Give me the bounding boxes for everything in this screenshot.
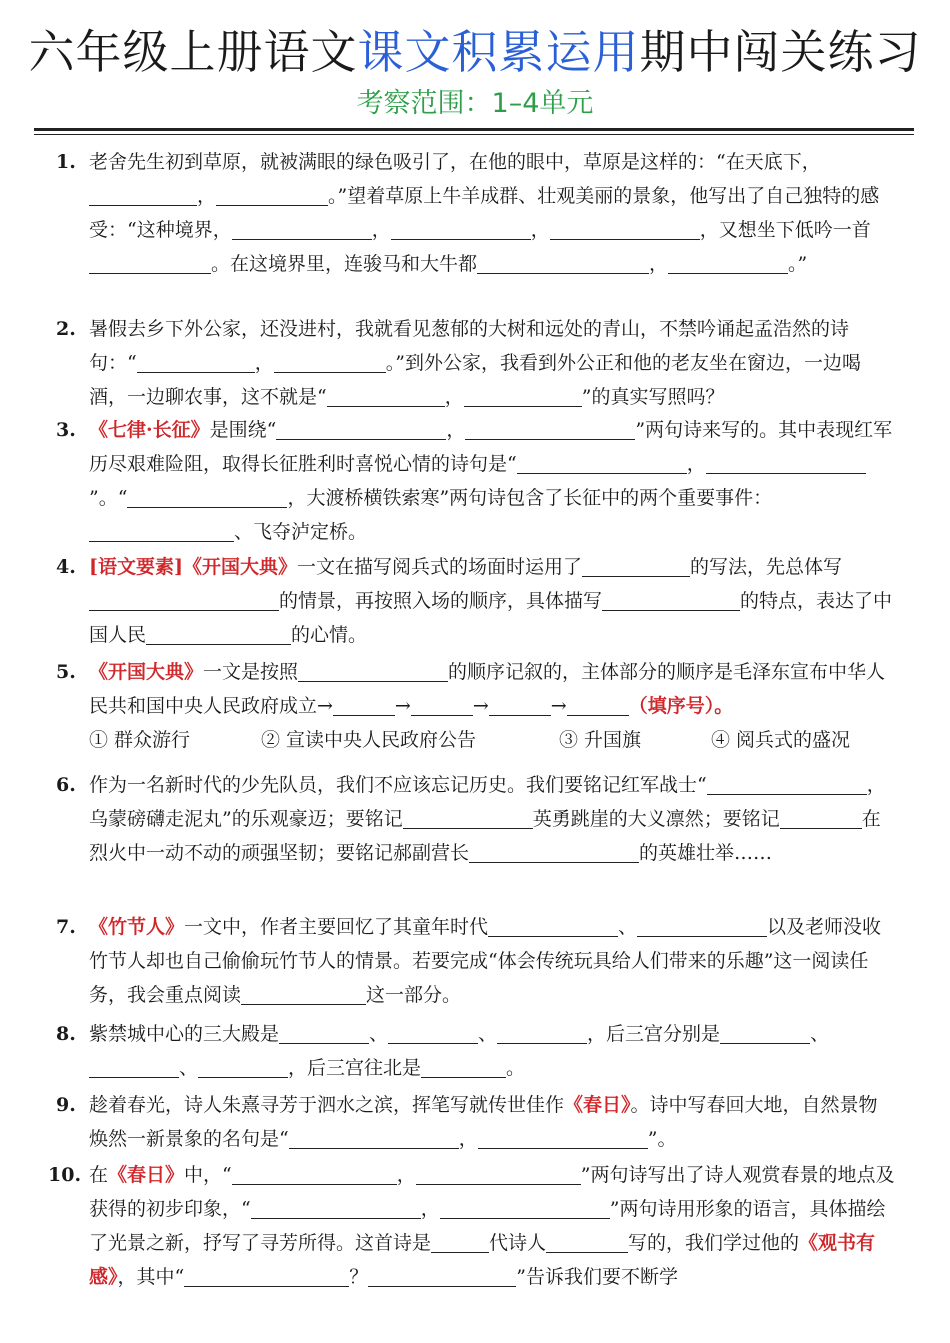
question-text: 在 [89,1164,109,1186]
question-text: ， [254,352,274,374]
answer-blank[interactable] [241,982,366,1005]
question-text: 。” [788,253,808,275]
answer-blank[interactable] [411,693,473,716]
question-text: 的情景，再按照入场的顺序，具体描写 [279,590,603,612]
question-text: ，乌蒙磅礴走泥丸”的乐观豪迈；要铭记 [89,774,886,830]
question-text: ”的真实写照吗？ [581,386,725,408]
header-divider-thick [34,128,914,131]
answer-blank[interactable] [403,806,533,829]
question-text: 一文是按照 [203,661,299,683]
answer-blank[interactable] [780,806,862,829]
answer-blank[interactable] [567,693,629,716]
question-text: 。”到外公家，我看到外公正和他的老友坐在窗边，一边喝酒，一边聊农事，这不就是“ [89,352,861,408]
question-number: 10. [48,1164,82,1186]
question-text: 的顺序记叙的，主体部分的顺序是毛泽东宣布中华人民共和国中央人民政府成立→ [89,661,886,717]
question-text: 在烈火中一动不动的顽强坚韧；要铭记郝副营长 [89,808,881,864]
question-text: ，后三宫往北是 [288,1057,422,1079]
text-title-highlight: 《七律·长征》 [89,419,210,441]
answer-blank[interactable] [276,417,446,440]
question-10 [48,1158,896,1294]
question-text: 老舍先生初到草原，就被满眼的绿色吸引了，在他的眼中，草原是这样的：“在天底下， [89,151,821,173]
question-4 [56,550,896,652]
answer-blank[interactable] [465,417,635,440]
answer-blank[interactable] [497,1021,587,1044]
question-text: 趁着春光，诗人朱熹寻芳于泗水之滨，挥笔写就传世佳作 [89,1094,565,1116]
answer-blank[interactable] [469,840,639,863]
question-text: 一文中，作者主要回忆了其童年时代 [184,916,489,938]
question-body [89,550,896,652]
question-7 [56,910,896,1012]
question-body [89,145,896,281]
question-text: 、 [478,1023,498,1045]
answer-blank[interactable] [546,1230,628,1253]
answer-blank[interactable] [184,1264,349,1287]
question-number: 1. [56,151,76,173]
question-text: 一文在描写阅兵式的场面时运用了 [296,556,582,578]
question-number: 2. [56,318,76,340]
question-text: 暑假去乡下外公家，还没进村，我就看见葱郁的大树和远处的青山，不禁吟诵起孟浩然的诗句：“ [89,318,850,374]
question-text: 中，“ [184,1164,232,1186]
answer-blank[interactable] [388,1021,478,1044]
option-2: ② 宣读中央人民政府公告 [261,729,477,751]
answer-blank[interactable] [720,1021,810,1044]
question-number: 8. [56,1023,76,1045]
answer-blank[interactable] [464,384,582,407]
text-title-highlight: [语文要素]《开国大典》 [89,556,297,578]
answer-blank[interactable] [668,251,788,274]
question-text: ， [420,1198,440,1220]
question-text: 。在这境界里，连骏马和大牛都 [211,253,478,275]
option-1: ① 群众游行 [89,729,191,751]
question-text: ， [686,453,706,475]
question-text: ， [530,219,550,241]
question-text: 。 [506,1057,526,1079]
arrow-icon: → [550,695,567,717]
answer-blank[interactable] [89,251,211,274]
answer-blank[interactable] [582,554,690,577]
answer-blank[interactable] [368,1264,516,1287]
text-title-highlight: 《竹节人》 [89,916,185,938]
answer-blank[interactable] [440,1196,610,1219]
question-body [89,768,896,870]
question-number: 5. [56,661,76,683]
answer-blank[interactable] [707,772,867,795]
question-text: 、 [810,1023,830,1045]
answer-blank[interactable] [279,1021,369,1044]
answer-blank[interactable] [232,217,372,240]
question-5 [56,655,896,757]
title-part-3: 期中闯关练习 [639,25,922,79]
question-text: ， [458,1128,478,1150]
question-text: ， [371,219,391,241]
answer-blank[interactable] [251,1196,421,1219]
question-text: ？ [349,1266,369,1288]
answer-blank[interactable] [146,622,291,645]
answer-blank[interactable] [289,1126,459,1149]
question-text: ，又想坐下低吟一首 [699,219,871,241]
question-text: ， [396,1164,416,1186]
question-text: 、飞夺泸定桥。 [234,521,368,543]
title-part-1: 六年级上册语文 [28,25,358,79]
answer-blank[interactable] [431,1230,489,1253]
question-number: 9. [56,1094,76,1116]
question-text: 的特点，表达了中国人民 [89,590,893,646]
page-subtitle: 考察范围：1–4单元 [356,88,594,119]
question-text: 的心情。 [291,624,368,646]
question-text: 以及老师没收竹节人却也自己偷偷玩竹节人的情景。若要完成“体会传统玩具给人们带来的乐趣”这一阅读任务，我会重点阅读 [89,916,882,1006]
header-divider-thin [34,134,914,135]
answer-blank[interactable] [488,914,618,937]
answer-blank[interactable] [127,485,287,508]
text-title-highlight: 《开国大典》 [89,661,204,683]
question-body [89,312,896,414]
answer-blank[interactable] [489,693,551,716]
question-text: 。”望着草原上牛羊成群、壮观美丽的景象，他写出了自己独特的感受：“这种境界， [89,185,880,241]
question-body [89,1017,896,1085]
answer-blank[interactable] [89,588,279,611]
answer-blank[interactable] [391,217,531,240]
question-text: 写的，我们学过他的 [628,1232,800,1254]
text-title-highlight: 《观书有感》 [89,1232,876,1288]
title-part-2: 课文积累运用 [357,25,640,79]
question-text: 的英雄壮举…… [639,842,773,864]
question-text: 这一部分。 [366,984,462,1006]
question-body [89,655,896,757]
question-text: ， [197,185,217,207]
answer-blank[interactable] [298,659,448,682]
answer-blank[interactable] [216,183,328,206]
answer-blank[interactable] [89,183,197,206]
question-text: 、 [369,1023,389,1045]
option-3: ③ 升国旗 [559,729,642,751]
question-number: 4. [56,556,76,578]
answer-blank[interactable] [706,451,866,474]
answer-blank[interactable] [416,1162,581,1185]
question-text: ”。“ [89,487,128,509]
question-3 [56,413,896,549]
question-6 [56,768,896,870]
question-1 [56,145,896,281]
question-text: ，其中“ [117,1266,185,1288]
answer-blank[interactable] [602,588,740,611]
option-4: ④ 阅兵式的盛况 [711,729,851,751]
answer-blank[interactable] [477,251,649,274]
question-text: 是围绕“ [209,419,277,441]
option-list [89,723,896,757]
question-body [89,1088,896,1156]
question-text: ， [649,253,669,275]
question-text: ”两句诗来写的。其中表现红军历尽艰难险阻，取得长征胜利时喜悦心情的诗句是“ [89,419,893,475]
arrow-icon: → [472,695,489,717]
question-text: ”两句诗写出了诗人观赏春景的地点及获得的初步印象，“ [89,1164,895,1220]
answer-blank[interactable] [198,1055,288,1078]
question-body [89,413,896,549]
fill-order-hint: （填序号）。 [628,695,734,717]
question-text: 英勇跳崖的大义凛然；要铭记 [532,808,780,830]
question-body [89,1158,896,1294]
question-9 [56,1088,896,1156]
question-text: ， [446,419,466,441]
text-title-highlight: 《春日》 [564,1094,631,1116]
question-text: 代诗人 [489,1232,547,1254]
question-text: ，大渡桥横铁索寒”两句诗包含了长征中的两个重要事件： [287,487,773,509]
text-title-highlight: 《春日》 [108,1164,185,1186]
answer-blank[interactable] [274,350,386,373]
question-text: ，后三宫分别是 [587,1023,721,1045]
answer-blank[interactable] [333,693,395,716]
question-text: 、 [618,916,638,938]
answer-blank[interactable] [232,1162,397,1185]
answer-blank[interactable] [637,914,767,937]
question-number: 6. [56,774,76,796]
question-8 [56,1017,896,1085]
answer-blank[interactable] [327,384,445,407]
answer-blank[interactable] [89,519,234,542]
question-text: ”。 [647,1128,677,1150]
question-number: 3. [56,419,76,441]
question-text: ， [444,386,464,408]
answer-blank[interactable] [137,350,255,373]
answer-blank[interactable] [517,451,687,474]
question-2 [56,312,896,414]
question-number: 7. [56,916,76,938]
answer-blank[interactable] [478,1126,648,1149]
question-body [89,910,896,1012]
answer-blank[interactable] [550,217,700,240]
question-text: ”告诉我们要不断学 [516,1266,678,1288]
question-text: 作为一名新时代的少先队员，我们不应该忘记历史。我们要铭记红军战士“ [89,774,707,796]
question-text: 、 [179,1057,199,1079]
answer-blank[interactable] [89,1055,179,1078]
question-text: 。诗中写春回大地，自然景物焕然一新景象的名句是“ [89,1094,878,1150]
question-text: 紫禁城中心的三大殿是 [89,1023,280,1045]
page-title [0,22,950,82]
question-text: ”两句诗用形象的语言，具体描绘了光景之新，抒写了寻芳所得。这首诗是 [89,1198,886,1254]
question-text: 的写法，先总体写 [690,556,843,578]
answer-blank[interactable] [421,1055,506,1078]
arrow-icon: → [394,695,411,717]
